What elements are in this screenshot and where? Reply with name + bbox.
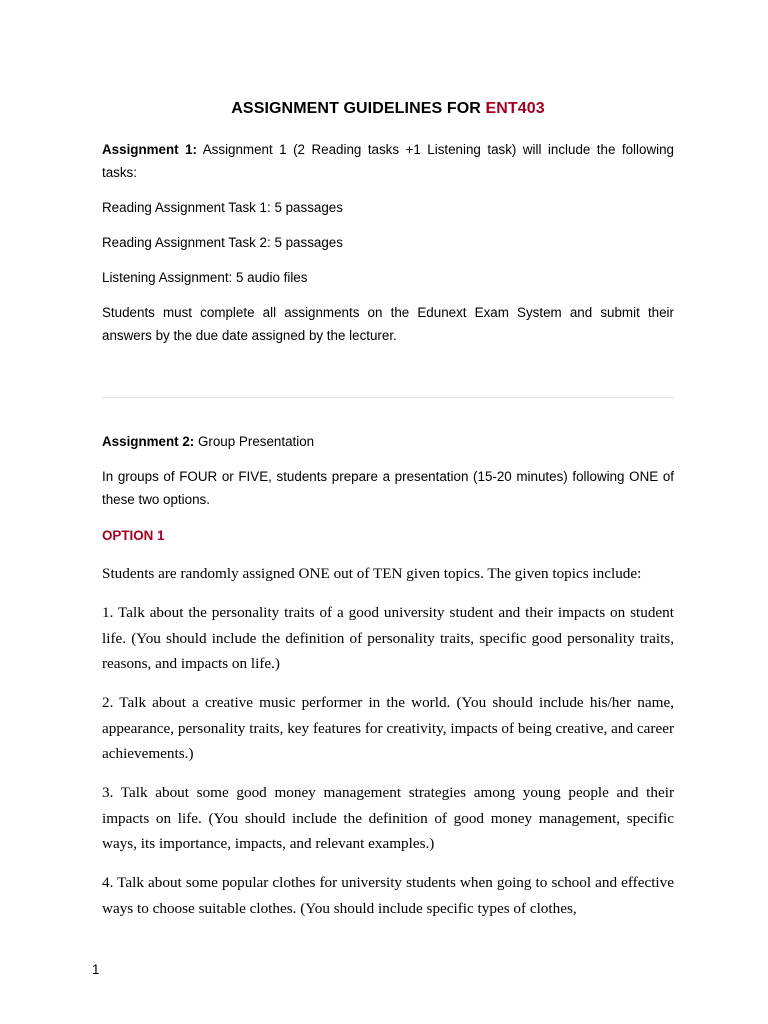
- assignment2-heading: [102, 430, 674, 453]
- assignment1-intro: [102, 138, 674, 184]
- topic-item: 2. Talk about a creative music performer in the world. (You should include his/her name, appearance, personality traits, key features for creativity, impacts of being creative, and career achievements.): [102, 694, 674, 762]
- option1-intro: Students are randomly assigned ONE out of TEN given topics. The given topics include:: [102, 565, 642, 582]
- assignment2-title: Group Presentation: [194, 434, 315, 449]
- topic-item: 1. Talk about the personality traits of a good university student and their impacts on student life. (You should include the definition of personality traits, specific good personality traits, reasons, and impacts on life.): [102, 604, 674, 672]
- assignment1-submission: Students must complete all assignments on the Edunext Exam System and submit their answers by the due date assigned by the lecturer.: [102, 305, 674, 343]
- assignment2-label: Assignment 2:: [102, 434, 195, 449]
- topic-item: 3. Talk about some good money management strategies among young people and their impacts on life. (You should include the definition of good money management, specific ways, its importance, impacts, and relevant examples.): [102, 784, 674, 852]
- assignment1-label: Assignment 1:: [102, 142, 198, 157]
- assignment1-intro-text: Assignment 1 (2 Reading tasks +1 Listening task) will include the following tasks:: [102, 142, 674, 180]
- assignment2-intro: In groups of FOUR or FIVE, students prepare a presentation (15-20 minutes) following ONE of these two options.: [102, 469, 674, 507]
- title-text: ASSIGNMENT GUIDELINES FOR: [231, 100, 486, 117]
- course-code: ENT403: [485, 100, 545, 117]
- assignment1-task3: Listening Assignment: 5 audio files: [102, 270, 308, 285]
- option1-heading: OPTION 1: [102, 528, 165, 543]
- assignment1-task2: Reading Assignment Task 2: 5 passages: [102, 235, 343, 250]
- page-number: 1: [92, 962, 100, 977]
- section-divider: [102, 397, 674, 398]
- topic-item: 4. Talk about some popular clothes for university students when going to school and effective ways to choose suitable clothes. (You should include specific types of clothes,: [102, 874, 674, 917]
- page-title: [102, 99, 674, 119]
- assignment1-task1: Reading Assignment Task 1: 5 passages: [102, 200, 343, 215]
